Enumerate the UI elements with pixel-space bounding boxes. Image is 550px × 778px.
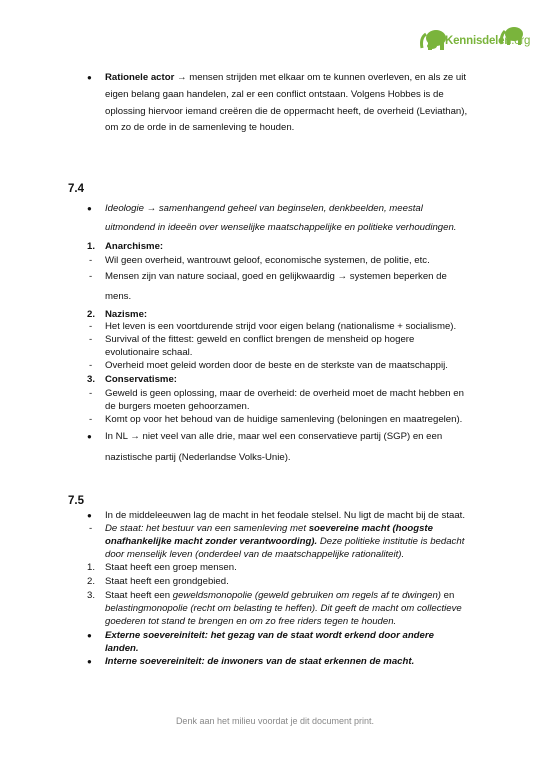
section-heading-7-5: 7.5 [68,495,84,507]
anarchisme-point-2-cont: mens. [105,291,132,302]
logo-text [445,35,530,47]
logo-name: Kennisdelen [445,35,512,47]
anarchisme-point-1: Wil geen overheid, wantrouwt geloof, economische systemen, de politie, etc. [105,255,430,266]
nazisme-point-2: Survival of the fittest: geweld en conflict brengen de mensheid op hogere [105,334,415,345]
staat-definitie [105,523,433,535]
ideologie-item: ● Ideologie → samenhangend geheel van beginselen, denkbeelden, meestal [105,203,423,215]
externe-soevereiniteit-item: ● Externe soevereiniteit: het gezag van de staat wordt erkend door andere [105,630,434,642]
footer-note: Denk aan het milieu voordat je dit document print. [175,716,375,726]
dash: - [89,523,93,534]
staat-item-1: Staat heeft een groep mensen. [105,562,237,573]
staat-definitie-bold-2: onafhankelijke macht zonder verantwoording). [105,536,318,547]
nazisme-point-2-cont: evolutionaire schaal. [105,347,193,358]
staat-item-3-line2: belastingmonopolie (recht om belasting te heffen). Dit geeft de macht om collectieve [105,603,462,614]
conservatisme-point-1-cont: de burgers moeten gehoorzamen. [105,401,250,412]
staat-item-1-number: 1. [87,562,96,573]
rationele-actor-line3: oplossing hiervoor iemand creëren die de oppermacht heeft, de overheid (Leviathan), [105,106,468,117]
section-heading-7-4: 7.4 [68,183,84,195]
nazisme-number: 2. [87,309,96,320]
rationele-actor-term: Rationele actor [105,72,175,83]
staat-item-3-post: en [441,590,455,601]
nazisme-title: Nazisme: [105,309,148,320]
conservatisme-title: Conservatisme: [105,374,177,385]
rationele-actor-item [105,72,466,84]
staat-definitie-text: De staat: het bestuur van een samenleving met [105,523,309,534]
staat-definitie-line3: door menselijk leven (onderdeel van de maatschappelijke rationaliteit). [105,549,405,560]
ideologie-line2: uitmondend in ideeën over wenselijke maatschappelijke en politieke verhoudingen. [105,222,457,233]
staat-definitie-bold: soevereine macht (hoogste [308,523,433,534]
logo-suffix: .org [511,35,531,47]
rationele-actor-line4: om zo de orde in de samenleving te houden. [105,122,295,133]
nazisme-point-3: Overheid moet geleid worden door de beste en de sterkste van de maatschappij. [105,360,448,371]
interne-soevereiniteit-item: ● Interne soevereiniteit: de inwoners van de staat erkennen de macht. [105,656,414,668]
rationele-actor-line2: eigen belang gaan handelen, zal er een conflict ontstaan. Volgens Hobbes is de [105,89,444,100]
dash: - [89,360,93,371]
conservatisme-point-2: Komt op voor het behoud van de huidige samenleving (beloningen en maatregelen). [105,414,463,425]
staat-item-3-number: 3. [87,590,96,601]
dash: - [89,414,93,425]
staat-item-2-number: 2. [87,576,96,587]
staat-definitie-line2 [105,536,464,548]
staat-definitie-text-2: Deze politieke institutie is bedacht [317,536,465,547]
dash: - [89,388,93,399]
anarchisme-number: 1. [87,241,96,252]
staat-item-3-line3: goederen tot stand te brengen en om zo free riders tegen te houden. [105,616,397,627]
staat-item-3 [105,590,454,602]
nederland-item: ● In NL → niet veel van alle drie, maar wel een conservatieve partij (SGP) en een [105,431,442,443]
conservatisme-point-1: Geweld is geen oplossing, maar de overheid: de overheid moet de macht hebben en [105,388,464,399]
rationele-actor-text: → mensen strijden met elkaar om te kunnen overleven, en als ze uit [174,72,467,83]
conservatisme-number: 3. [87,374,96,385]
externe-soevereiniteit-line2: landen. [105,643,139,654]
nederland-line2: nazistische partij (Nederlandse Volks-Unie). [105,452,291,463]
dash: - [89,271,93,282]
staat-item-3-italic: geweldsmonopolie (geweld gebruiken om regels af te dwingen) [172,590,442,601]
middeleeuwen-item: ● In de middeleeuwen lag de macht in het feodale stelsel. Nu ligt de macht bij de staat. [105,510,465,522]
anarchisme-title: Anarchisme: [105,241,164,252]
dash: - [89,255,93,266]
dash: - [89,321,93,332]
nazisme-point-1: Het leven is een voortdurende strijd voor eigen belang (nationalisme + socialisme). [105,321,457,332]
anarchisme-point-2: Mensen zijn van nature sociaal, goed en gelijkwaardig → systemen beperken de [105,271,447,282]
staat-item-2: Staat heeft een grondgebied. [105,576,229,587]
dash: - [89,334,93,345]
staat-item-3-pre: Staat heeft een [105,590,173,601]
